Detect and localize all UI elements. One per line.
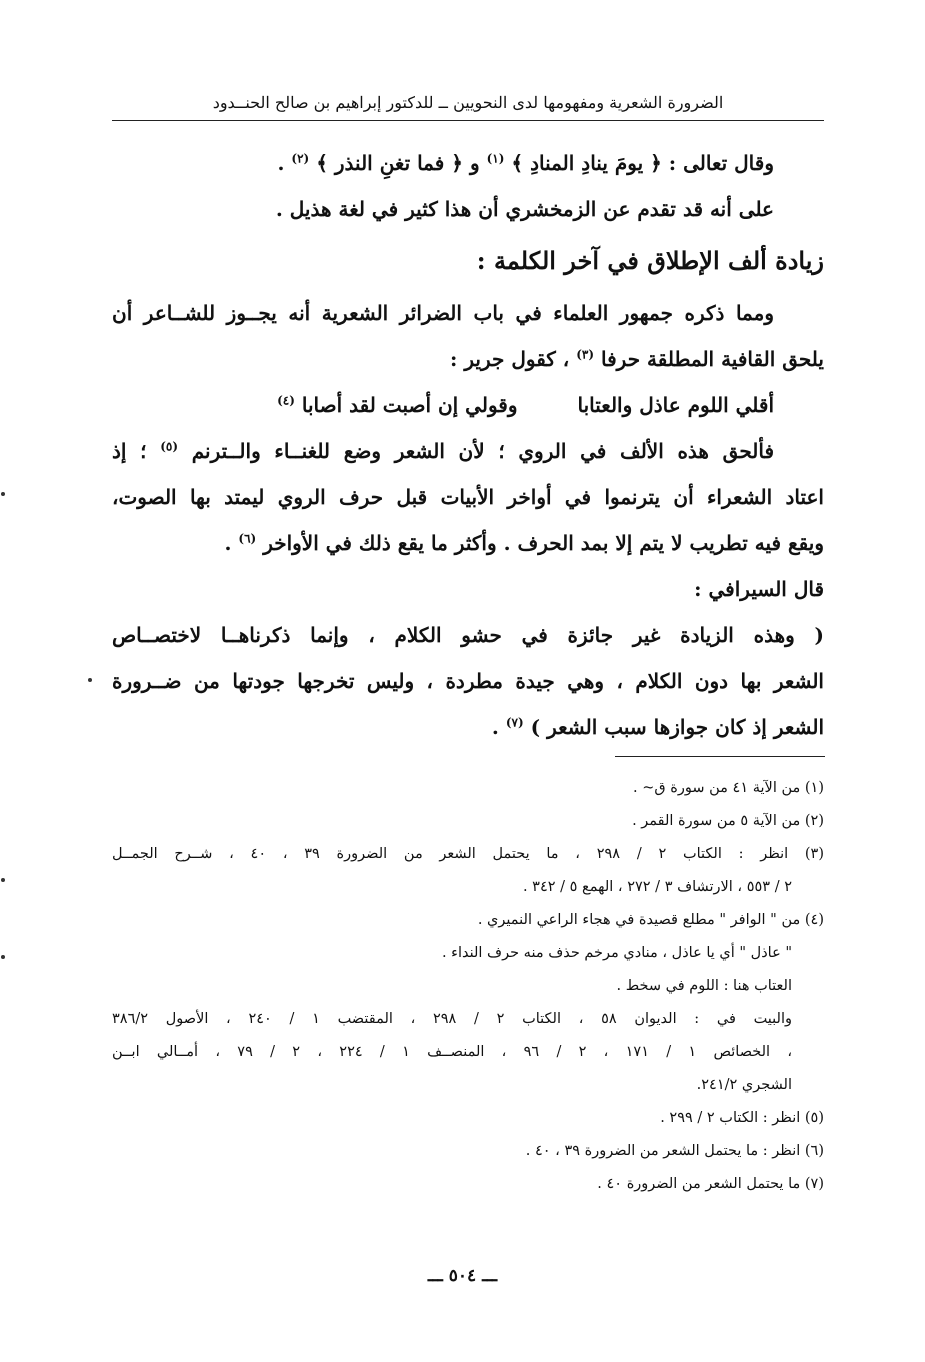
footnotes (112, 772, 824, 1201)
scan-speck (88, 678, 92, 682)
body-line (112, 336, 824, 382)
footnote-ref: (٣) (576, 347, 595, 362)
footnote-continuation: العتاب هنا : اللوم في سخط . (616, 978, 792, 994)
body-text-span: ، كقول جرير : (450, 347, 570, 371)
body-line: على أنه قد تقدم عن الزمخشري أن هذا كثير في لغة هذيل . (275, 197, 774, 221)
footnote-continuation: والبيت في : الديوان ٥٨ ، الكتاب ٢ / ٢٩٨ ، المقتضب ١ / ٢٤٠ ، الأصول ٣٨٦/٢ (112, 1011, 793, 1027)
verse-second-hemistich (277, 382, 517, 428)
quote-line: الشعر بها دون الكلام ، وهي جيدة مطردة ، وليس تخرجها جودتها من ضــرورة (112, 669, 824, 693)
body-line (112, 428, 824, 474)
footnote-ref: (٤) (277, 393, 295, 408)
body-line: اعتاد الشعراء أن يترنموا في أواخر الأبيات قبل حرف الروي ليمتد بها الصوت، (112, 485, 824, 509)
body-text-span: ويقع فيه تطريب لا يتم إلا بمد الحرف . وأكثر ما يقع ذلك في الأواخر (263, 531, 824, 555)
footnote: (٣) انظر : الكتاب ٢ / ٢٩٨ ، ما يحتمل الشعر من الضرورة ٣٩ ، ٤٠ ، شــرح الجمــل (112, 846, 824, 862)
poetry-verse (112, 382, 824, 428)
citation-end: . (277, 151, 285, 175)
quote-end: . (491, 715, 499, 739)
footnote-ref: (٦) (238, 531, 257, 546)
scan-speck (1, 955, 5, 959)
footnote: (٤) من " الوافر " مطلع قصيدة في هجاء الراعي النميري . (477, 912, 824, 928)
running-header: الضرورة الشعرية ومفهومها لدى النحويين ــ للدكتور إبراهيم بن صالح الحنــدود (112, 88, 824, 121)
footnote: (١) من الآية ٤١ من سورة ق~ . (633, 780, 824, 796)
quote-intro: قال السيرافي : (694, 577, 824, 601)
footnote: (٦) انظر : ما يحتمل الشعر من الضرورة ٣٩ ، ٤٠ . (525, 1143, 824, 1159)
footnote-continuation: ٢ / ٥٥٣ ، الارتشاف ٣ / ٢٧٢ ، الهمع ٥ / ٣٤٢ . (522, 879, 792, 895)
body-text-span: فألحق هذه الألف في الروي ؛ لأن الشعر وضع للغنــاء والــترنم (191, 439, 775, 463)
body-text-span: . (224, 531, 232, 555)
quote-text: الشعر إذ كان جوازها سبب الشعر ) (530, 715, 824, 739)
main-text (112, 140, 824, 750)
footnote-ref: (٥) (160, 439, 179, 454)
body-text-span: ؛ إذ (112, 439, 147, 463)
quote-line (112, 704, 824, 750)
footnote-ref: (١) (486, 151, 505, 166)
verse-first-hemistich: أقلي اللوم عاذل والعتابا (577, 393, 774, 417)
body-line (112, 520, 824, 566)
page-number: ـــ ٥٠٤ ـــ (427, 1266, 498, 1286)
scan-speck (1, 492, 5, 496)
footnote: (٢) من الآية ٥ من سورة القمر . (632, 813, 824, 829)
quote-line: ( وهذه الزيادة غير جائزة في حشو الكلام ، وإنما ذكرناهــا لاختصــاص (112, 623, 824, 647)
verse-text: وقولي إن أصبت لقد أصابا (301, 393, 518, 417)
citation-text: و ﴿ فما تغنِ النذر ﴾ (316, 151, 480, 175)
footnote: (٥) انظر : الكتاب ٢ / ٢٩٩ . (660, 1110, 824, 1126)
quran-citation-line (112, 140, 824, 186)
footnote-continuation: الشجري ٢٤١/٢. (696, 1077, 792, 1093)
footnote: (٧) ما يحتمل الشعر من الضرورة ٤٠ . (597, 1176, 824, 1192)
footnote-ref: (٧) (505, 715, 524, 730)
citation-text: وقال تعالى : ﴿ يومَ ينادِ المنادِ ﴾ (511, 151, 774, 175)
footnote-continuation: ، الخصائص ١ / ١٧١ ، ٢ / ٩٦ ، المنصــف ١ / ٢٢٤ ، ٢ / ٧٩ ، أمــالي ابــن (112, 1044, 793, 1060)
body-text-span: يلحق القافية المطلقة حرفا (601, 347, 824, 371)
section-heading: زيادة ألف الإطلاق في آخر الكلمة : (476, 246, 824, 275)
scan-speck (1, 878, 5, 882)
footnote-continuation: " عاذل " أي يا عاذل ، منادي مرخم حذف منه حرف النداء . (441, 945, 792, 961)
body-line: ومما ذكره جمهور العلماء في باب الضرائر الشعرية أنه يجــوز للشــاعر أن (112, 301, 774, 325)
footnote-separator (615, 756, 825, 757)
footnote-ref: (٢) (291, 151, 310, 166)
